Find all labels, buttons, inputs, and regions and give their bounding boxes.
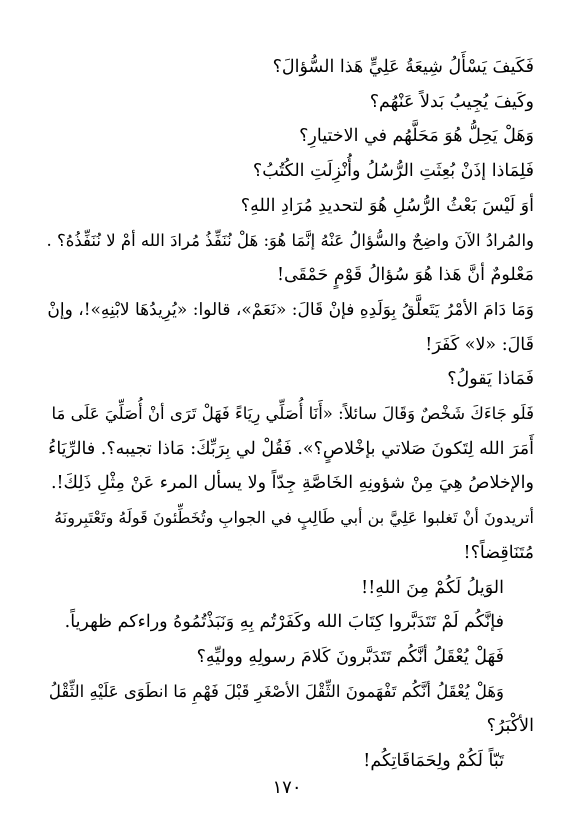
text-line: أَمَرَ الله لِتَكونَ صَلاتي بإخْلاصٍ؟». فَقُلْ لي بِرَبِّكَ: مَاذا تجيبه؟. فالرِّيَاءُ (48, 438, 534, 459)
text-line: وَهَلْ يَحِلُّ هُوَ مَحَلَّهُم في الاختيارِ؟ (299, 126, 534, 147)
text-line: فَكَيفَ يَسْأَلُ شِيعَةُ عَلِيٍّ هَذا السُّؤالَ؟ (272, 57, 534, 77)
text-line: مَعْلومٌ أنَّ هَذا هُوَ سُؤالُ قَوْمٍ حَمْقَى! (276, 265, 534, 286)
text-line: أتريدونَ أنْ تَغلبوا عَلِيَّ بن أبي طَالِبٍ في الجوابِ وتُخَطِّئونَ قَولَهُ وتَعْتَبِرونَهُ (54, 508, 534, 528)
text-line: وكَيفَ يُجِيبُ بَدلاً عَنْهُم؟ (369, 91, 534, 112)
text-line: الأكْبَرُ؟ (486, 716, 534, 737)
text-line: فَهَلْ يُعْقَلُ أنَّكُم تَتَدَبَّرونَ كَلامَ رسولِهِ ووليِّهِ؟ (196, 646, 504, 667)
text-line: تَبّاً لَكُمْ ولِحَمَاقَاتِكُم! (363, 751, 504, 772)
text-line: فَلِمَاذا إذَنْ بُعِثَتِ الرُّسُلُ وأُنْزِلَتِ الكُتُبُ؟ (252, 161, 534, 182)
text-line: مُتَنَاقِضاً؟! (463, 542, 534, 563)
text-line: فَمَاذا يَقولُ؟ (447, 369, 534, 390)
text-line: قَالَ: «لا» كَفَرَ! (425, 334, 534, 355)
text-line: والمُرادُ الآنَ واضِحٌ والسُّؤالُ عَنْهُ إنَّمَا هُوَ: هَلْ نُنَفِّذُ مُرادَ الله أمْ لا نُنَفِّذُهُ؟ . (46, 230, 534, 250)
text-line: الوَيلُ لَكُمْ مِنَ اللهِ!! (361, 577, 504, 598)
page-number: ١٧٠ (272, 777, 302, 798)
text-line: فَلَو جَاءَكَ شَخْصٌ وَقَالَ سائلاً: «أَنَا أُصَلِّي رِيَاءً فَهَلْ تَرَى أنْ أُصَلِّيَ عَلَى مَا (51, 404, 534, 424)
text-line: أوَ لَيْسَ بَعْثُ الرُّسُلِ هُوَ لتحديدِ مُرَادِ اللهِ؟ (240, 195, 534, 216)
text-line: وَمَا دَامَ الأمْرُ يَتَعلَّقُ بِوَلَدِهِ فإنْ قَالَ: «نَعَمْ»، قالوا: «يُرِيدُهَا لابْنِهِ»!، وإنْ (47, 299, 534, 320)
text-line: فإنَّكُم لَمْ تَتَدَبَّروا كِتَابَ الله وكَفَرْتُم بِهِ وَنَبَذْتُمُوهُ وراءكم ظهرياً. (64, 612, 504, 633)
text-line: والإخلاصُ هِيَ مِنْ شؤونِهِ الخَاصَّةِ جِدّاً ولا يسأل المرء عَنْ مِثْلِ ذَلِكَ!. (50, 473, 534, 494)
page-body (40, 50, 534, 779)
text-line: وَهَلْ يُعْقَلُ أنَّكُم تَفْهَمونَ الثِّقْلَ الأصْغَرِ قَبْلَ فَهْمِ مَا انطَوَى عَلَيْهِ الثِّقْلُ (48, 681, 504, 701)
